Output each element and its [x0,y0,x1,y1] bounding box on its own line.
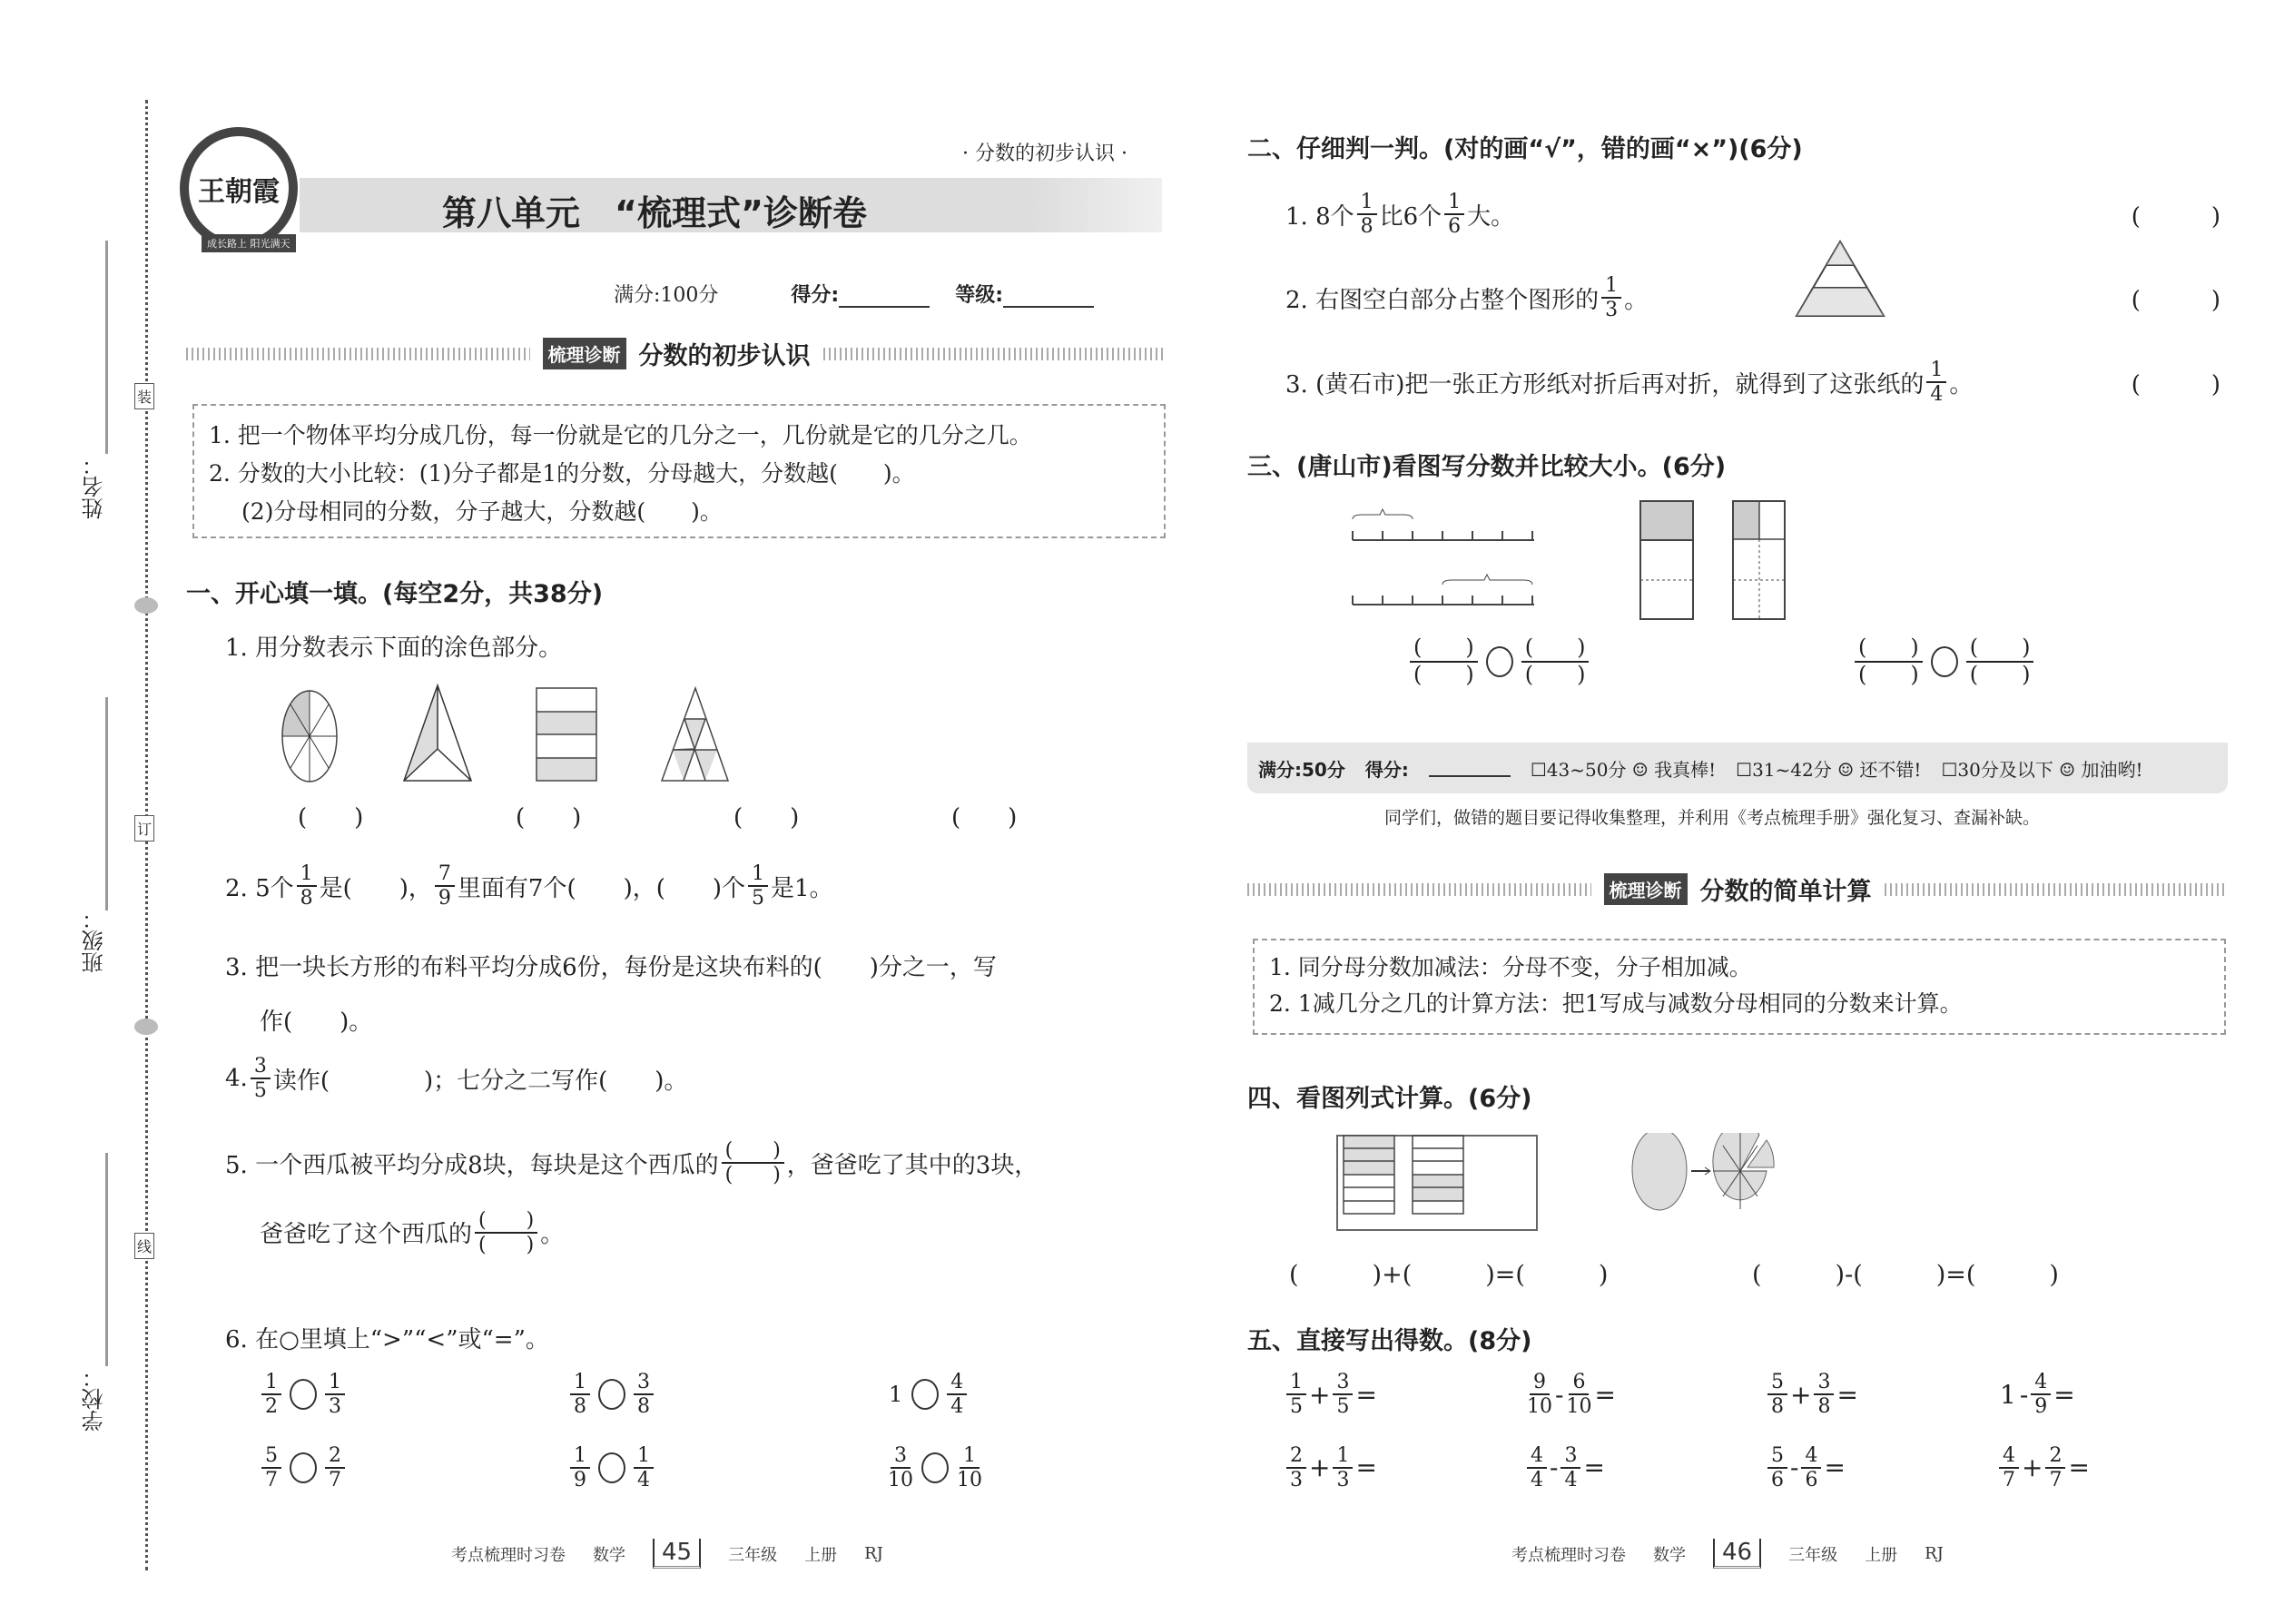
operator: - [1550,1452,1559,1483]
fraction: $\frac{1}{8}$ [297,862,317,910]
answer-blank[interactable]: ( ) [2131,202,2220,231]
section-tag: 梳理诊断 [1604,873,1688,905]
triangle-grid-figure [662,688,728,781]
question-6: 6. 在○里填上“>”“<”或“=”。 [225,1326,549,1353]
equals-sign: = [1355,1379,1377,1410]
fraction: $\frac{9}{10}$ [1527,1371,1552,1419]
compare-circle[interactable] [911,1379,939,1410]
binding-mark: 线 [134,1233,154,1259]
review-box [1253,939,2226,1035]
grade-input[interactable] [1003,280,1094,308]
page-number: 45 [653,1539,701,1569]
operator: + [1309,1452,1331,1483]
binding-mark: 订 [134,815,154,842]
fraction: $\frac{1}{3}$ [325,1371,345,1419]
fraction: $\frac{1}{10}$ [957,1443,982,1491]
compare-item [567,1444,885,1492]
equals-sign: = [1594,1379,1616,1410]
equals-sign: = [1836,1379,1858,1410]
fraction: $\frac{1}{5}$ [748,862,768,910]
compare-item [259,1444,567,1492]
compare-grid [259,1371,1076,1491]
answer-blank[interactable]: ( ) [2131,286,2220,314]
fraction-blank[interactable]: $\frac{( )}{( )}$ [475,1209,537,1257]
compare-item [567,1371,885,1419]
page-title: 第八单元 “梳理式”诊断卷 [442,193,867,233]
whole-number: 1 [2000,1379,2016,1410]
part1-title: 一、开心填一填。(每空2分，共38分) [186,580,604,608]
expression-subtract[interactable]: ( )-( )=( ) [1752,1261,2059,1289]
part4-title: 四、看图列式计算。(6分) [1247,1085,1532,1113]
footer-right: 考点梳理时习卷 数学 46 三年级 上册 RJ [1511,1539,1944,1569]
fraction: $\frac{2}{3}$ [1286,1444,1306,1492]
number-line-figures [1344,495,2115,622]
equals-sign: = [1355,1452,1377,1483]
compare-circle[interactable] [598,1379,625,1410]
score-input[interactable] [839,280,930,308]
expression-add[interactable]: ( )+( )=( ) [1289,1261,1609,1289]
fraction: $\frac{4}{4}$ [947,1371,967,1419]
fraction-blank[interactable]: $\frac{( )}{( )}$ [1855,635,1923,687]
fraction: $\frac{1}{5}$ [1286,1371,1306,1419]
decor-icon [134,597,158,614]
score-input[interactable] [1429,759,1511,777]
question-2 [225,862,833,910]
q1-figures [272,681,1071,794]
section-title: 分数的初步认识 [638,342,811,370]
fraction: $\frac{4}{6}$ [1801,1444,1821,1492]
score-line [614,280,1094,308]
operator: - [2019,1379,2029,1410]
fraction: $\frac{3}{8}$ [634,1371,654,1419]
review-item: 1. 把一个物体平均分成几份，每一份就是它的几分之一，几份就是它的几分之几。 [209,422,1032,448]
question-1: 1. 用分数表示下面的涂色部分。 [225,635,563,662]
answer-blank[interactable]: ( ) [516,804,582,832]
equals-sign: = [1824,1452,1846,1483]
fraction-blank[interactable]: $\frac{( )}{( )}$ [1521,635,1590,687]
section-tag: 梳理诊断 [543,338,626,369]
fraction-blank[interactable]: $\frac{( )}{( )}$ [1410,635,1478,687]
compare-item [259,1371,567,1419]
note: 同学们，做错的题目要记得收集整理，并利用《考点梳理手册》强化复习、查漏补缺。 [1384,808,2041,828]
calc-item[interactable] [1284,1444,1524,1492]
fraction: $\frac{5}{8}$ [1767,1371,1787,1419]
compare-item [885,1444,1067,1492]
triangle-figure [1793,238,1887,320]
fraction: $\frac{1}{9}$ [570,1444,590,1492]
text: 是( )， [319,874,432,902]
answer-blank[interactable]: ( ) [951,804,1018,832]
operator: + [1790,1379,1812,1410]
class-line [105,697,108,910]
full-score: 满分:100分 [614,284,719,307]
review-item: 2. 1减几分之几的计算方法：把1写成与减数分母相同的分数来计算。 [1269,990,1963,1017]
answer-blank[interactable]: ( ) [298,804,364,832]
calc-item[interactable] [1284,1371,1524,1419]
q4-figures [1333,1133,2023,1237]
review-item: 1. 同分母分数加减法：分母不变，分子相加减。 [1269,954,1752,980]
equals-sign: = [2068,1452,2090,1483]
circle-figure [282,691,337,782]
name-label: 姓名： [82,454,107,519]
decor-icon [134,1019,158,1035]
footer-left: 考点梳理时习卷 数学 45 三年级 上册 RJ [451,1539,883,1569]
score-bar: 满分:50分 得分: ☐43~50分 ☺ 我真棒! ☐31~42分 ☺ 还不错! ☐30分及以下 ☺ 加油哟! [1247,743,2228,793]
compare-item [885,1371,1067,1419]
logo-slogan: 成长路上 阳光满天 [202,234,296,252]
fraction: $\frac{1}{2}$ [261,1371,281,1419]
text: 2. 5个 [225,874,294,902]
fraction: $\frac{2}{7}$ [2045,1444,2065,1492]
compare-circle[interactable] [598,1452,625,1483]
fraction: $\frac{3}{5}$ [251,1055,271,1103]
fraction-blank[interactable]: $\frac{( )}{( )}$ [722,1139,784,1187]
fraction: $\frac{4}{4}$ [1527,1444,1547,1492]
equals-sign: = [1583,1452,1605,1483]
fraction: $\frac{3}{8}$ [1814,1371,1834,1419]
fraction: $\frac{5}{6}$ [1767,1444,1787,1492]
calc-item[interactable] [1524,1444,1765,1492]
text: 3. 把一块长方形的布料平均分成6份，每份是这块布料的( )分之一，写 [225,954,997,981]
stripe-figure [537,688,596,781]
calc-item[interactable] [1996,1371,2223,1419]
equals-sign: = [2053,1379,2075,1410]
judge-item: 2. 右图空白部分占整个图形的 $\frac{1}{3}$ 。 ( ) [1285,274,2220,322]
part2-title: 二、仔细判一判。(对的画“√”，错的画“×”)(6分) [1247,135,1803,163]
compare-circle[interactable] [921,1452,949,1483]
fraction: $\frac{5}{7}$ [261,1444,281,1492]
fraction: $\frac{4}{9}$ [2031,1371,2051,1419]
school-line [105,1153,108,1366]
fraction: $\frac{6}{10}$ [1566,1371,1592,1419]
fraction: $\frac{1}{8}$ [570,1371,590,1419]
compare-circle[interactable] [290,1379,317,1410]
range-check[interactable]: ☐30分及以下 ☺ 加油哟! [1941,758,2143,781]
whole-number: 1 [889,1382,903,1408]
operator: - [1555,1379,1564,1410]
compare-b [1852,635,2036,687]
operator: + [1309,1379,1331,1410]
fraction: $\frac{7}{9}$ [435,862,455,910]
calc-grid [1284,1371,2237,1491]
divider [823,348,1167,360]
section-header [186,336,1167,371]
operator: + [2022,1452,2043,1483]
review-item: (2)分母相同的分数，分子越大，分数越( )。 [241,498,723,525]
grade-label: 等级: [955,284,1004,307]
answer-blank[interactable]: ( ) [733,804,800,832]
school-label: 学校： [82,1366,107,1432]
answer-blank[interactable]: ( ) [2131,370,2220,399]
fraction: $\frac{3}{10}$ [888,1443,913,1491]
review-item: 2. 分数的大小比较：(1)分子都是1的分数，分母越大，分数越( )。 [209,460,915,487]
text: 是1。 [771,874,833,902]
topic-label: · 分数的初步认识 · [962,143,1127,165]
calc-item[interactable] [1765,1444,1996,1492]
logo: 王朝霞 [180,127,298,250]
operator: - [1790,1452,1799,1483]
text: 里面有7个( )，( )个 [457,874,746,902]
text: 作( )。 [260,1009,373,1036]
compare-circle[interactable] [290,1452,317,1483]
fraction: $\frac{3}{5}$ [1333,1371,1353,1419]
range-check[interactable]: ☐31~42分 ☺ 还不错! [1736,758,1922,781]
section-title: 分数的简单计算 [1699,878,1872,906]
fraction-blank[interactable]: $\frac{( )}{( )}$ [1966,635,2034,687]
calc-item[interactable] [1996,1444,2223,1492]
calc-item[interactable] [1524,1371,1765,1419]
compare-a [1407,635,1591,687]
divider [186,348,530,360]
name-line [105,241,108,454]
score-label: 得分: [791,284,840,307]
fraction: $\frac{1}{3}$ [1333,1444,1353,1492]
question-3 [225,940,997,1049]
fraction: $\frac{1}{4}$ [634,1444,654,1492]
fraction: $\frac{3}{4}$ [1561,1444,1580,1492]
triangle-figure [404,685,471,781]
judge-item: 3. (黄石市)把一张正方形纸对折后再对折，就得到了这张纸的 $\frac{1}{4}$ 。 ( ) [1285,359,2220,407]
fraction: $\frac{4}{7}$ [1999,1444,2019,1492]
page-number: 46 [1713,1539,1761,1569]
compare-circle[interactable] [1931,646,1958,677]
section-header [1247,871,2228,907]
binding-mark: 装 [134,383,154,409]
review-box [192,404,1166,538]
question-5: 5. 一个西瓜被平均分成8块，每块是这个西瓜的 $\frac{( )}{( )}$ ，爸爸吃了其中的3块， 爸爸吃了这个西瓜的 $\frac{( )}{( )}$ 。 [225,1139,1039,1256]
judge-item: 1. 8个 $\frac{1}{8}$ 比6个 $\frac{1}{6}$ 大。 ( ) [1285,191,2220,239]
range-check[interactable]: ☐43~50分 ☺ 我真棒! [1530,758,1717,781]
question-4: 4. $\frac{3}{5}$ 读作( )；七分之二写作( )。 [225,1055,688,1103]
part5-title: 五、直接写出得数。(8分) [1247,1327,1532,1355]
part3-title: 三、(唐山市)看图写分数并比较大小。(6分) [1247,453,1727,481]
fraction: $\frac{2}{7}$ [325,1444,345,1492]
class-label: 班级： [82,908,107,973]
compare-circle[interactable] [1486,646,1513,677]
calc-item[interactable] [1765,1371,1996,1419]
